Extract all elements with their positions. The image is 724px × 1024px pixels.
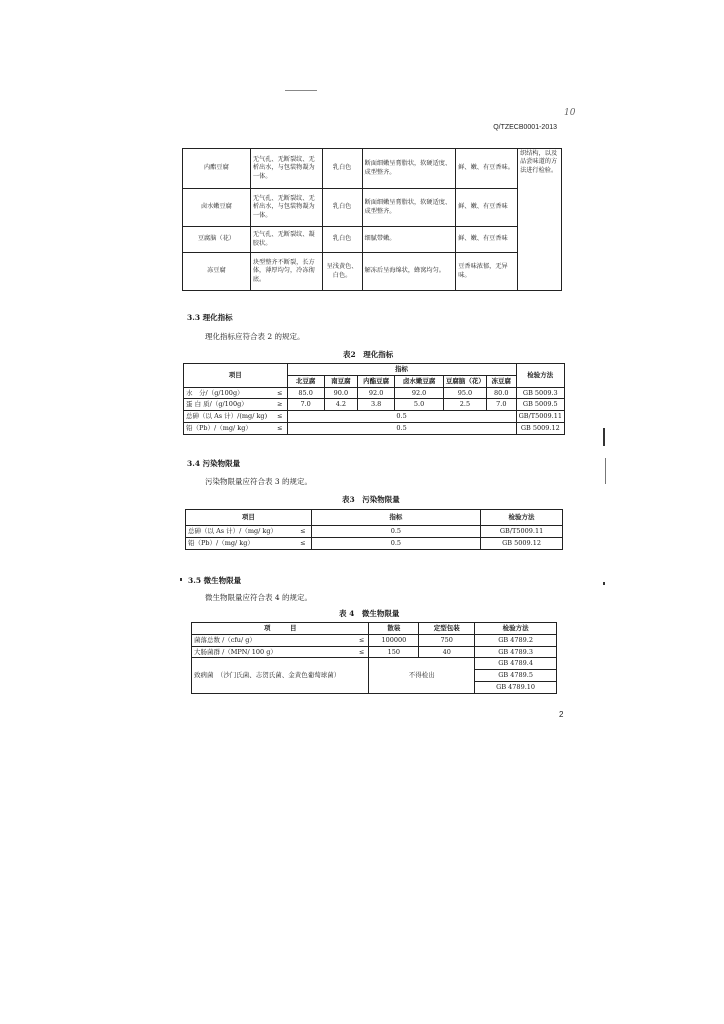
method-cell: GB 5009.3 <box>516 387 564 399</box>
value-cell: 7.0 <box>287 399 324 411</box>
method-line: GB 4789.5 <box>475 670 556 682</box>
taste-cell: 鲜、嫩、有豆香味 <box>456 227 518 253</box>
item-cell: 蛋 白 质/（g/100g） <box>184 399 274 411</box>
product-header: 冻豆腐 <box>487 375 517 387</box>
table-row <box>192 646 557 658</box>
item-cell: 铅（Pb）/（mg/ kg） <box>186 537 296 549</box>
operator-cell: ≤ <box>355 646 369 658</box>
microbial-table <box>191 622 557 694</box>
packed-value-cell: 40 <box>419 646 475 658</box>
item-cell: 总砷（以 As 计）/(mg/ kg) <box>184 411 274 423</box>
method-cell: GB 5009.12 <box>481 537 563 549</box>
operator-cell: ≤ <box>295 526 311 538</box>
table-row <box>186 537 563 549</box>
color-cell: 乳白色 <box>322 189 362 227</box>
product-name: 内酯豆腐 <box>183 149 251 189</box>
page-number: 2 <box>559 710 564 719</box>
physicochemical-table <box>183 363 565 435</box>
item-cell: 水 分/（g/100g） <box>184 387 274 399</box>
operator-cell: ≤ <box>355 634 369 646</box>
appearance-cell: 无气孔、无断裂纹、无析出水，与包装物凝为一体。 <box>250 189 322 227</box>
table-caption: 表 4 微生物限量 <box>339 609 400 618</box>
color-cell: 呈浅黄色、白色。 <box>322 253 362 291</box>
table-row <box>184 411 565 423</box>
product-header: 南豆腐 <box>324 375 357 387</box>
col-item: 项目 <box>186 510 312 526</box>
scan-artifact <box>605 458 606 484</box>
table-row <box>192 634 557 646</box>
section-heading: 3.4 污染物限量 <box>187 459 241 468</box>
section-text: 污染物限量应符合表 3 的规定。 <box>205 477 313 486</box>
section-text: 理化指标应符合表 2 的规定。 <box>205 332 305 341</box>
color-cell: 乳白色 <box>322 227 362 253</box>
texture-cell: 断面细嫩呈膏脂状，软硬适度、成型整齐。 <box>362 189 456 227</box>
table-caption: 表3 污染物限量 <box>342 495 400 504</box>
col-item: 项 目 <box>192 623 369 635</box>
method-cell: GB 5009.5 <box>516 399 564 411</box>
method-cell <box>475 658 557 693</box>
col-item: 项目 <box>184 364 288 388</box>
operator-cell: ≤ <box>295 537 311 549</box>
value-cell: 85.0 <box>287 387 324 399</box>
appearance-cell: 无气孔、无断裂纹、无析出水，与包装物凝为一体。 <box>250 149 322 189</box>
operator-cell: ≤ <box>273 422 287 434</box>
product-name: 卤水嫩豆腐 <box>183 189 251 227</box>
corner-mark: 10 <box>564 108 576 118</box>
scan-artifact <box>180 578 182 581</box>
value-cell: 95.0 <box>443 387 486 399</box>
taste-cell: 鲜、嫩、有豆香味 <box>456 189 518 227</box>
bulk-value-cell: 150 <box>369 646 419 658</box>
merged-value-cell: 0.5 <box>287 411 516 423</box>
value-cell: 3.8 <box>358 399 395 411</box>
standard-code: Q/TZECB0001-2013 <box>493 124 557 131</box>
operator-cell: ≤ <box>273 387 287 399</box>
table-row <box>184 422 565 434</box>
method-cell: GB 4789.2 <box>475 634 557 646</box>
value-cell: 7.0 <box>487 399 517 411</box>
method-cell: GB 4789.3 <box>475 646 557 658</box>
bulk-value-cell: 100000 <box>369 634 419 646</box>
item-cell: 总砷（以 As 计）/（mg/ kg） <box>186 526 296 538</box>
col-method: 检验方法 <box>481 510 563 526</box>
value-cell: 90.0 <box>324 387 357 399</box>
table-row <box>192 658 557 693</box>
product-name: 冻豆腐 <box>183 253 251 291</box>
method-cell: GB/T5009.11 <box>481 526 563 538</box>
table-caption: 表2 理化指标 <box>343 350 394 359</box>
method-cell: GB 5009.12 <box>516 422 564 434</box>
section-heading: 3.5 微生物限量 <box>188 576 242 585</box>
appearance-cell: 无气孔、无断裂纹、凝胶状。 <box>250 227 322 253</box>
value-cell: 92.0 <box>358 387 395 399</box>
col-packed: 定型包装 <box>419 623 475 635</box>
product-name: 豆腐脑（花） <box>183 227 251 253</box>
table-row <box>183 227 562 253</box>
sensory-table <box>182 148 562 291</box>
packed-value-cell: 750 <box>419 634 475 646</box>
table-row <box>184 387 565 399</box>
scan-artifact <box>603 428 605 446</box>
texture-cell: 断面细嫩呈膏脂状，软硬适度、成型整齐。 <box>362 149 456 189</box>
col-index: 指标 <box>287 364 516 376</box>
texture-cell: 细腻带嫩。 <box>362 227 456 253</box>
scan-mark <box>285 90 317 91</box>
col-method: 检验方法 <box>475 623 557 635</box>
operator-cell: ≥ <box>273 399 287 411</box>
table-row <box>183 253 562 291</box>
table-row <box>186 526 563 538</box>
col-index: 指标 <box>311 510 480 526</box>
product-header: 内酯豆腐 <box>358 375 395 387</box>
product-header: 北豆腐 <box>287 375 324 387</box>
item-cell: 大肠菌群 /（MPN/ 100 g） <box>192 646 355 658</box>
table-row <box>184 399 565 411</box>
value-cell: 2.5 <box>443 399 486 411</box>
value-cell: 80.0 <box>487 387 517 399</box>
value-cell: 0.5 <box>311 526 480 538</box>
product-header: 豆腐脑（花） <box>443 375 486 387</box>
scan-artifact <box>603 582 605 585</box>
item-cell: 铅（Pb）/（mg/ kg） <box>184 422 274 434</box>
value-cell: 92.0 <box>395 387 444 399</box>
item-cell: 菌落总数 /（cfu/ g） <box>192 634 355 646</box>
table-row <box>183 149 562 189</box>
item-cell: 致病菌 （沙门氏菌、志贺氏菌、金黄色葡萄球菌） <box>192 658 369 693</box>
texture-cell: 解冻后呈海绵状，蜂窝均匀。 <box>362 253 456 291</box>
method-line: GB 4789.10 <box>496 682 536 691</box>
color-cell: 乳白色 <box>322 149 362 189</box>
value-cell: 5.0 <box>395 399 444 411</box>
value-cell: 0.5 <box>311 537 480 549</box>
section-text: 微生物限量应符合表 4 的规定。 <box>205 593 313 602</box>
col-method: 检验方法 <box>516 364 564 388</box>
method-cell: GB/T5009.11 <box>516 411 564 423</box>
method-cell: 织结构，以及品尝味道的方法进行检验。 <box>518 149 562 291</box>
taste-cell: 鲜、嫩、有豆香味。 <box>456 149 518 189</box>
taste-cell: 豆香味浓郁，无异味。 <box>456 253 518 291</box>
col-bulk: 散装 <box>369 623 419 635</box>
contaminant-table <box>185 509 563 550</box>
table-row <box>183 189 562 227</box>
product-header: 卤水嫩豆腐 <box>395 375 444 387</box>
section-heading: 3.3 理化指标 <box>187 313 233 322</box>
operator-cell: ≤ <box>273 411 287 423</box>
method-line: GB 4789.4 <box>475 658 556 670</box>
appearance-cell: 块型整齐不断裂，长方体，薄厚均匀，冷冻彻底。 <box>250 253 322 291</box>
merged-value-cell: 0.5 <box>287 422 516 434</box>
pathogen-value-cell: 不得检出 <box>369 658 475 693</box>
value-cell: 4.2 <box>324 399 357 411</box>
